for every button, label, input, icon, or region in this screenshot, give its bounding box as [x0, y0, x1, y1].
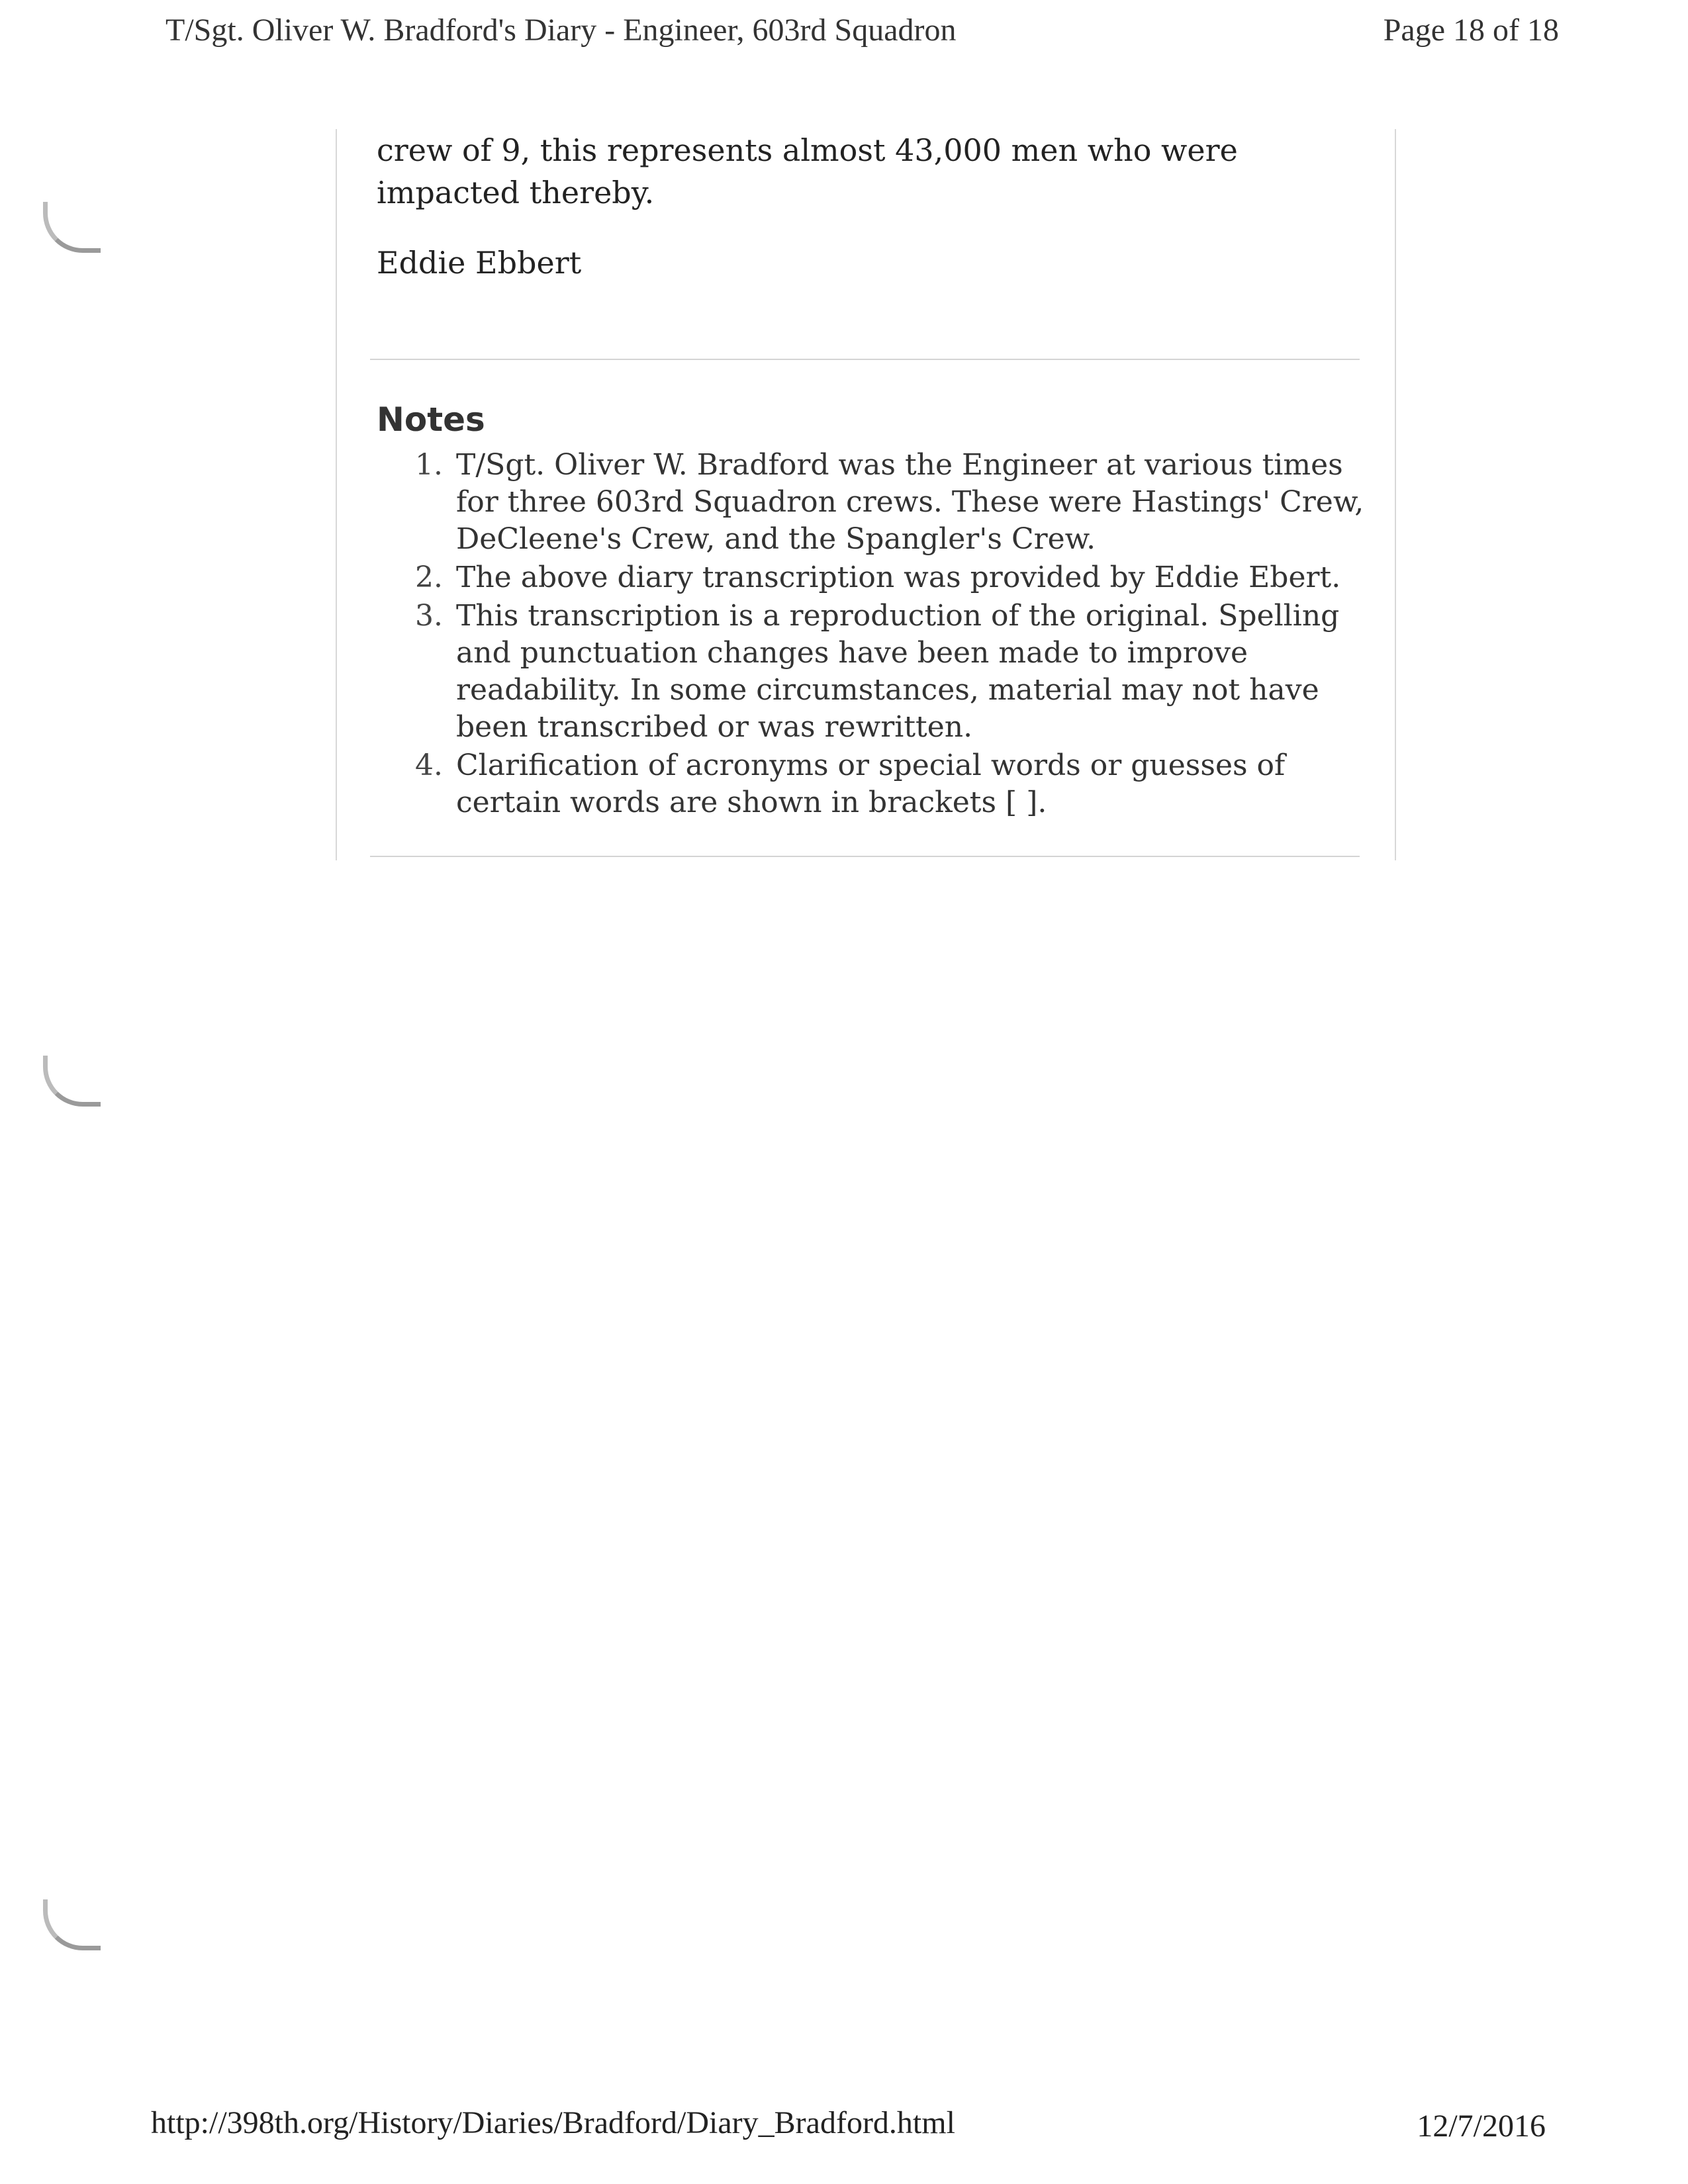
content-frame [336, 129, 1396, 860]
divider [370, 856, 1360, 857]
page-number: Page 18 of 18 [1383, 13, 1559, 48]
punch-hole [43, 1899, 101, 1950]
note-item [415, 447, 1370, 558]
note-number: 4. [415, 749, 443, 782]
note-item [415, 598, 1370, 746]
print-header [165, 12, 1559, 58]
signature: Eddie Ebbert [377, 245, 582, 281]
document-title: T/Sgt. Oliver W. Bradford's Diary - Engineer, 603rd Squadron [165, 13, 957, 48]
body-text: crew of 9, this represents almost 43,000 men who were impacted thereby. [377, 132, 1238, 210]
note-text: This transcription is a reproduction of the original. Spelling and punctuation changes have been made to improve readability. In some circumstances, material may not have been transcribed or was rewritten. [456, 599, 1340, 744]
note-item [415, 559, 1370, 596]
print-date: 12/7/2016 [1417, 2109, 1546, 2144]
notes-list [415, 447, 1370, 823]
divider [370, 359, 1360, 360]
note-number: 2. [415, 561, 443, 594]
punch-hole [43, 202, 101, 253]
note-text: Clarification of acronyms or special words or guesses of certain words are shown in brackets [ ]. [456, 749, 1286, 819]
notes-heading: Notes [377, 400, 485, 439]
punch-hole [43, 1056, 101, 1107]
note-text: The above diary transcription was provided by Eddie Ebert. [456, 561, 1341, 594]
print-footer [0, 2091, 1688, 2184]
note-number: 1. [415, 448, 443, 482]
note-text: T/Sgt. Oliver W. Bradford was the Engineer at various times for three 603rd Squadron crews. These were Hastings' Crew, DeCleene's Crew, and the Spangler's Crew. [456, 448, 1364, 556]
note-item [415, 747, 1370, 821]
note-number: 3. [415, 599, 443, 633]
source-url: http://398th.org/History/Diaries/Bradford/Diary_Bradford.html [151, 2105, 955, 2140]
